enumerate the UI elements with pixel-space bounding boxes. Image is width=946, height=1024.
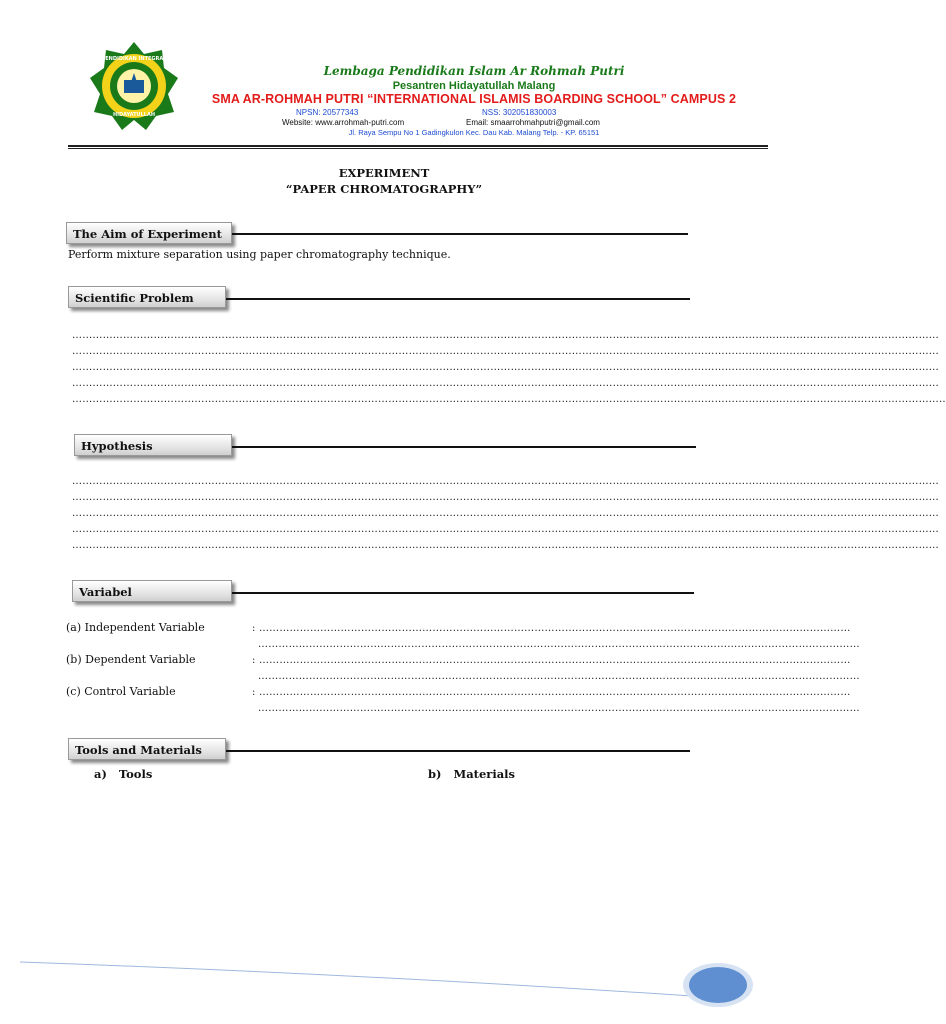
dependent-variable-line[interactable]: …………………………………………………………………………………………………………………………………………………………… <box>258 671 860 682</box>
title-experiment: EXPERIMENT <box>338 166 430 180</box>
section-problem-rule <box>226 298 690 300</box>
control-variable-label: (c) Control Variable <box>66 685 176 698</box>
hypothesis-line[interactable]: ………………………………………………………………………………………………………………………………………………………………………………………………………………………………… <box>72 492 939 503</box>
npsn: NPSN: 20577343 <box>296 108 359 117</box>
dependent-variable-label: (b) Dependent Variable <box>66 653 196 666</box>
section-problem-header: Scientific Problem <box>68 286 226 308</box>
title-paper-chromatography: “PAPER CHROMATOGRAPHY” <box>285 182 483 196</box>
problem-line[interactable]: ………………………………………………………………………………………………………………………………………………………………………………………………………………………………… <box>72 378 939 389</box>
section-hypothesis-rule <box>232 446 696 448</box>
nss: NSS: 302051830003 <box>482 108 557 117</box>
pesantren-name: Pesantren Hidayatullah Malang <box>392 80 556 92</box>
control-variable-line[interactable]: : ………………………………………………………………………………………………………………………………………………………… <box>252 687 851 698</box>
header-divider-thin <box>68 148 768 149</box>
logo-text-top: PENDIDIKAN INTEGRAL <box>101 56 167 62</box>
independent-variable-line[interactable]: …………………………………………………………………………………………………………………………………………………………… <box>258 639 860 650</box>
school-name: SMA AR-ROHMAH PUTRI “INTERNATIONAL ISLAMIS BOARDING SCHOOL” CAMPUS 2 <box>211 92 737 106</box>
hypothesis-line[interactable]: ………………………………………………………………………………………………………………………………………………………………………………………………………………………………… <box>72 524 939 535</box>
hypothesis-line[interactable]: ………………………………………………………………………………………………………………………………………………………………………………………………………………………………… <box>72 476 939 487</box>
dependent-variable-line[interactable]: : ………………………………………………………………………………………………………………………………………………………… <box>252 655 851 666</box>
logo-text-bottom: HIDAYATULLAH <box>112 112 156 118</box>
website: Website: www.arrohmah-putri.com <box>282 118 405 127</box>
problem-line[interactable]: ………………………………………………………………………………………………………………………………………………………………………………………………………………………………… <box>72 330 939 341</box>
section-variabel-header: Variabel <box>72 580 232 602</box>
problem-line[interactable]: ………………………………………………………………………………………………………………………………………………………………………………………………………………………………… <box>72 362 939 373</box>
footer-decorative-line <box>20 960 700 1000</box>
header-divider <box>68 145 768 147</box>
section-variabel-rule <box>232 592 694 594</box>
section-aim-rule <box>232 233 688 235</box>
problem-line[interactable]: ………………………………………………………………………………………………………………………………………………………………………………………………………………………………… <box>72 346 939 357</box>
hypothesis-line[interactable]: ………………………………………………………………………………………………………………………………………………………………………………………………………………………………… <box>72 508 939 519</box>
section-tools-header: Tools and Materials <box>68 738 226 760</box>
problem-line[interactable]: ………………………………………………………………………………………………………………………………………………………………………………………………………………………………….. <box>72 394 946 405</box>
institution-name: Lembaga Pendidikan Islam Ar Rohmah Putri <box>323 64 625 78</box>
tools-subheading: a) Tools <box>94 767 153 781</box>
footer-page-badge <box>682 962 754 1008</box>
aim-text: Perform mixture separation using paper chromatography technique. <box>68 248 451 261</box>
independent-variable-line[interactable]: : ………………………………………………………………………………………………………………………………………………………… <box>252 623 851 634</box>
independent-variable-label: (a) Independent Variable <box>66 621 205 634</box>
materials-subheading: b) Materials <box>428 767 516 781</box>
address: Jl. Raya Sempu No 1 Gadingkulon Kec. Dau Kab. Malang Telp. - KP. 65151 <box>348 128 600 137</box>
email: Email: smaarrohmahputri@gmail.com <box>466 118 600 127</box>
section-tools-rule <box>226 750 690 752</box>
control-variable-line[interactable]: …………………………………………………………………………………………………………………………………………………………… <box>258 703 860 714</box>
hypothesis-line[interactable]: ………………………………………………………………………………………………………………………………………………………………………………………………………………………………… <box>72 540 939 551</box>
school-logo <box>88 40 180 132</box>
section-aim-header: The Aim of Experiment <box>66 222 232 244</box>
section-hypothesis-header: Hypothesis <box>74 434 232 456</box>
